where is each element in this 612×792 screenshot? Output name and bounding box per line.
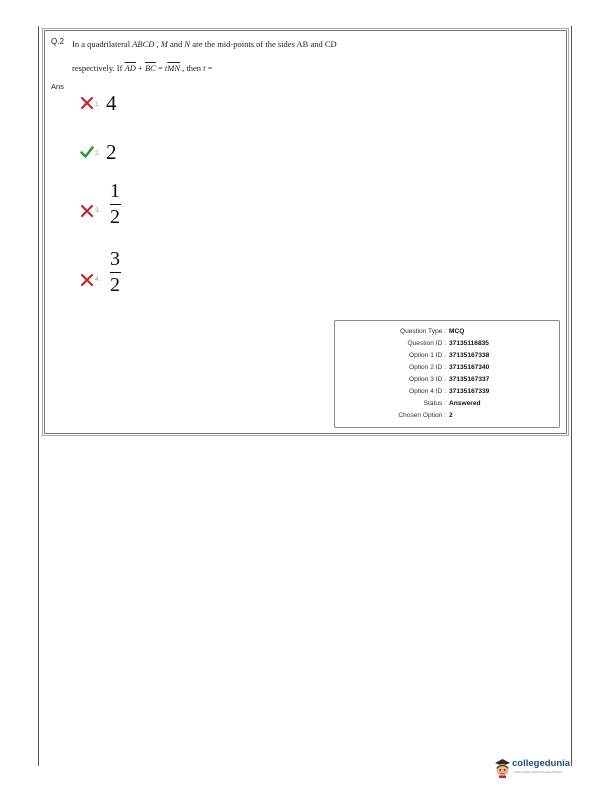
option-2-number: 2. bbox=[95, 150, 101, 157]
check-icon bbox=[80, 145, 94, 159]
info-value: 37135167339 bbox=[449, 388, 490, 395]
info-row bbox=[335, 364, 561, 374]
info-value: 2 bbox=[449, 412, 453, 419]
scalar-t: t bbox=[203, 63, 206, 73]
vector-ad: $\overline{AD}$ bbox=[124, 63, 136, 73]
cross-icon bbox=[80, 273, 94, 287]
question-text: = bbox=[205, 63, 213, 73]
info-label: Option 2 ID : bbox=[408, 364, 446, 371]
answer-label: Ans bbox=[51, 82, 64, 91]
info-label: Status : bbox=[423, 400, 446, 407]
info-label: Chosen Option : bbox=[398, 412, 446, 419]
vector-mn: $\overline{MN}$ bbox=[167, 63, 180, 73]
question-text: , bbox=[154, 39, 161, 49]
vector-bc: $\overline{BC}$ bbox=[144, 63, 156, 73]
page-rule-left bbox=[38, 26, 39, 766]
mascot-icon bbox=[494, 758, 511, 778]
question-text: In a quadrilateral bbox=[72, 39, 133, 49]
option-3-fraction bbox=[107, 180, 123, 229]
info-row bbox=[335, 328, 561, 338]
option-1-number: 1. bbox=[95, 101, 101, 108]
question-text: are the mid-points of the sides AB and CD bbox=[190, 39, 337, 49]
info-value: 37135167340 bbox=[449, 364, 490, 371]
info-label: Option 3 ID : bbox=[408, 376, 446, 383]
option-1-value: 4 bbox=[106, 91, 117, 115]
quad-name: ABCD bbox=[132, 39, 155, 49]
question-info-box bbox=[334, 320, 560, 428]
info-value: 37135167337 bbox=[449, 376, 490, 383]
info-value: 37135167338 bbox=[449, 352, 490, 359]
fraction-bar bbox=[110, 204, 121, 205]
question-text-line-1 bbox=[72, 39, 337, 49]
info-label: Question Type : bbox=[399, 328, 446, 335]
cross-icon bbox=[80, 96, 94, 110]
info-row bbox=[335, 376, 561, 386]
info-label: Option 4 ID : bbox=[408, 388, 446, 395]
point-n: N bbox=[184, 39, 191, 49]
cross-icon bbox=[80, 204, 94, 218]
option-4-numerator: 3 bbox=[110, 248, 120, 270]
option-3-numerator: 1 bbox=[110, 180, 120, 202]
info-value: Answered bbox=[449, 400, 481, 407]
collegedunia-logo bbox=[494, 757, 570, 779]
option-4-number: 4. bbox=[95, 276, 101, 283]
option-3-number: 3. bbox=[95, 207, 101, 214]
question-text: , then bbox=[180, 63, 204, 73]
question-text: = bbox=[155, 63, 165, 73]
question-text-line-2 bbox=[72, 63, 212, 73]
info-value: MCQ bbox=[449, 328, 465, 335]
info-value: 37135116835 bbox=[449, 340, 489, 347]
info-row bbox=[335, 388, 561, 398]
point-m: M bbox=[160, 39, 168, 49]
question-text: respectively. If bbox=[72, 63, 125, 73]
option-3-denominator: 2 bbox=[110, 206, 120, 229]
info-row bbox=[335, 352, 561, 362]
page-rule-right bbox=[571, 26, 572, 766]
info-row bbox=[335, 400, 561, 410]
info-row bbox=[335, 412, 561, 422]
question-text: and bbox=[167, 39, 185, 49]
info-label: Question ID : bbox=[407, 340, 446, 347]
question-number: Q.2 bbox=[51, 37, 64, 46]
option-4-denominator: 2 bbox=[110, 274, 120, 297]
option-4-fraction bbox=[107, 248, 123, 297]
info-row bbox=[335, 340, 561, 350]
logo-tagline: India's largest Student Review Platform bbox=[514, 770, 563, 774]
option-2-value: 2 bbox=[106, 140, 117, 164]
logo-wordmark: collegedunia bbox=[512, 758, 571, 769]
fraction-bar bbox=[110, 272, 121, 273]
question-text: + bbox=[135, 63, 145, 73]
info-label: Option 1 ID : bbox=[408, 352, 446, 359]
scalar-t: t bbox=[164, 63, 168, 73]
